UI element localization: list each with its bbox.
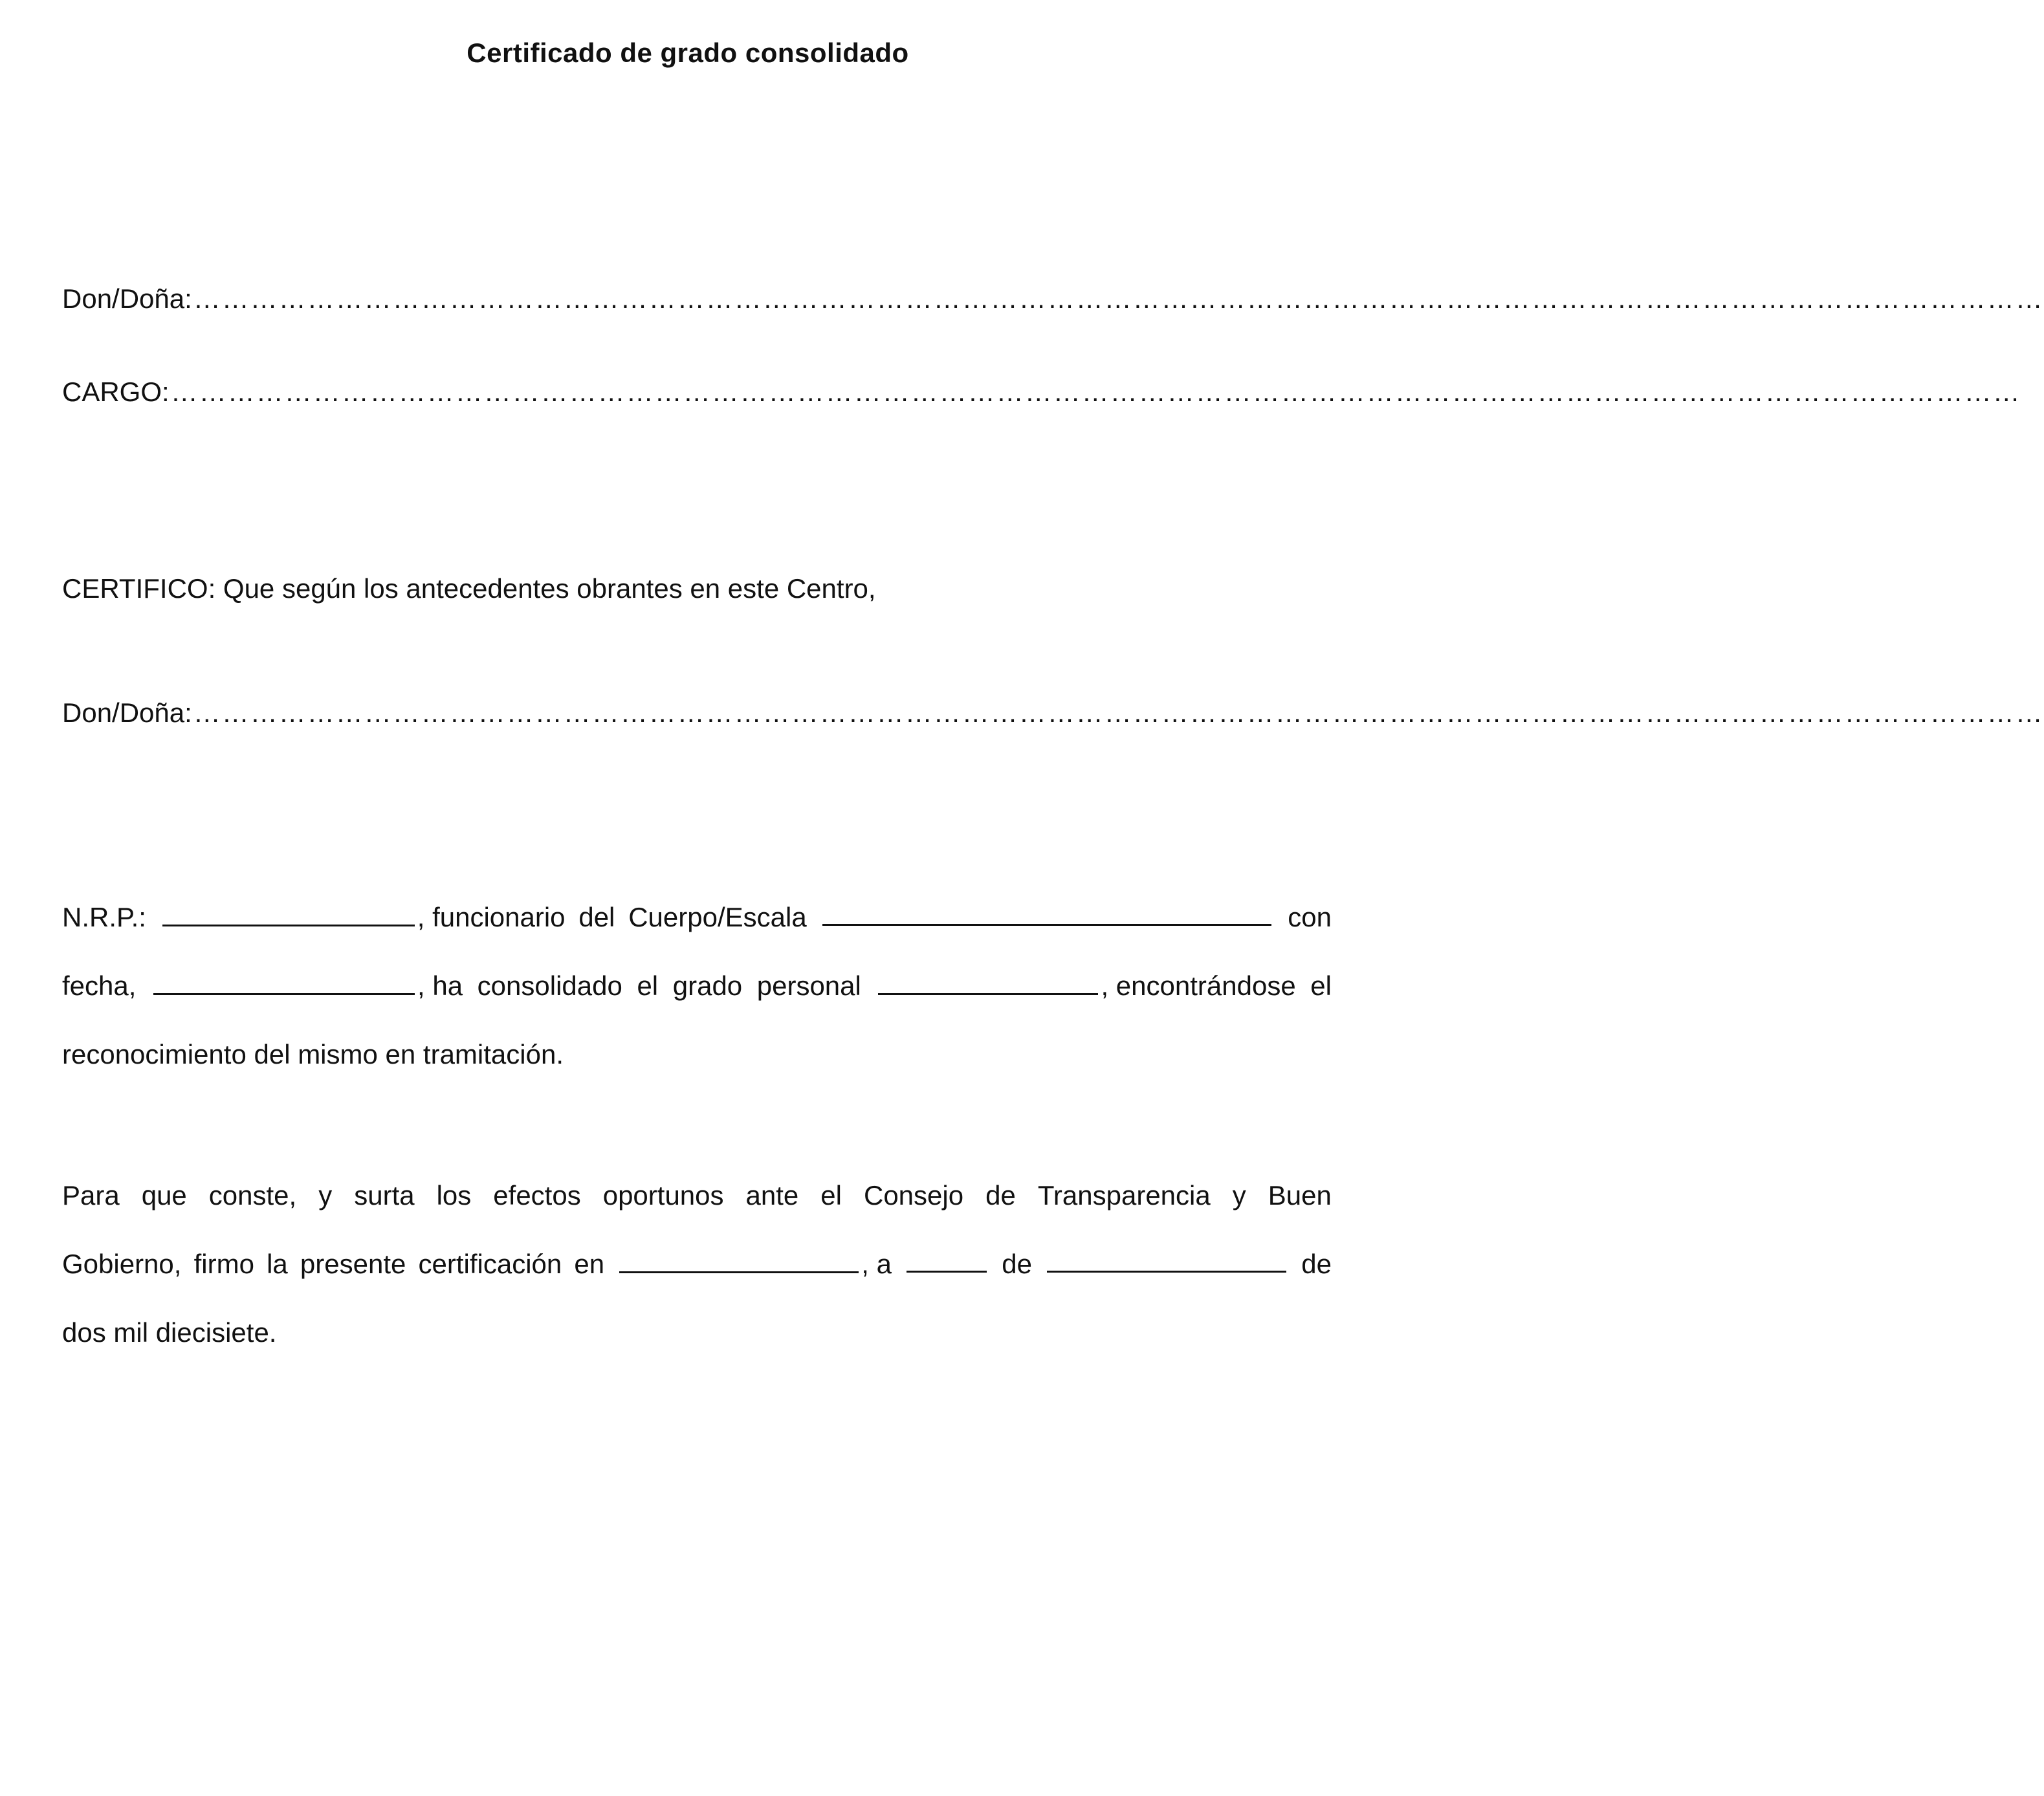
- closing-line-1-word: surta: [354, 1180, 415, 1210]
- nrp-blank[interactable]: [162, 899, 415, 926]
- funcionario-word: , funcionario: [417, 902, 566, 932]
- closing-line-1-word: ante: [745, 1180, 799, 1210]
- closing-paragraph-line-3: dos mil diecisiete.: [62, 1317, 277, 1348]
- closing-line-1-word: y: [318, 1180, 333, 1210]
- gobierno-word: Gobierno,: [62, 1249, 182, 1279]
- con-word: con: [1288, 902, 1332, 932]
- personal-word: personal: [756, 970, 861, 1001]
- nrp-label: N.R.P.:: [62, 902, 146, 932]
- closing-paragraph-line-2: [62, 1245, 1332, 1284]
- document-title: Certificado de grado consolidado: [467, 38, 909, 68]
- place-blank[interactable]: [619, 1245, 859, 1273]
- el-word: el: [637, 970, 659, 1001]
- don-dona-label-2: Don/Doña:: [62, 697, 192, 728]
- nrp-paragraph-line-1: [62, 898, 1332, 937]
- cargo-label: CARGO:: [62, 377, 170, 407]
- closing-line-1-word: conste,: [208, 1180, 297, 1210]
- en-word: en: [574, 1249, 605, 1279]
- cuerpo-escala-word: Cuerpo/Escala: [628, 902, 807, 932]
- a-word: , a: [861, 1249, 892, 1279]
- consolidado-word: consolidado: [477, 970, 622, 1001]
- grado-blank[interactable]: [878, 967, 1098, 995]
- closing-line-1-word: Transparencia: [1037, 1180, 1211, 1210]
- day-blank[interactable]: [907, 1245, 987, 1273]
- la-word: la: [267, 1249, 288, 1279]
- closing-line-1-word: de: [985, 1180, 1016, 1210]
- firmo-word: firmo: [193, 1249, 254, 1279]
- don-dona-label: Don/Doña:: [62, 283, 192, 314]
- don-dona-field-1[interactable]: [62, 279, 2044, 318]
- don-dona-fill-dots: ……………………………………………………………………………………………………………………………………………………………………………: [193, 283, 2044, 314]
- closing-line-1-word: los: [436, 1180, 472, 1210]
- nrp-paragraph-line-2: [62, 967, 1332, 1005]
- month-blank[interactable]: [1047, 1245, 1286, 1273]
- fecha-blank[interactable]: [153, 967, 415, 995]
- cargo-field[interactable]: [62, 373, 2021, 411]
- fecha-word: fecha,: [62, 970, 137, 1001]
- closing-line-1-word: que: [141, 1180, 187, 1210]
- certifico-statement: CERTIFICO: Que según los antecedentes obrantes en este Centro,: [62, 573, 876, 604]
- grado-word: grado: [672, 970, 743, 1001]
- presente-word: presente: [300, 1249, 406, 1279]
- don-dona-fill-dots-2: ……………………………………………………………………………………………………………………………………………………………………………: [193, 697, 2044, 728]
- closing-line-1-word: efectos: [493, 1180, 581, 1210]
- ha-word: , ha: [417, 970, 463, 1001]
- closing-line-1-word: Buen: [1268, 1180, 1332, 1210]
- nrp-paragraph-line-3: reconocimiento del mismo en tramitación.: [62, 1039, 564, 1069]
- closing-line-1-word: Consejo: [863, 1180, 964, 1210]
- closing-line-1-word: oportunos: [602, 1180, 724, 1210]
- del-word: del: [578, 902, 615, 932]
- cuerpo-escala-blank[interactable]: [822, 898, 1271, 926]
- closing-paragraph-line-1: [62, 1176, 1332, 1215]
- closing-line-1-word: y: [1232, 1180, 1246, 1210]
- de-word: de: [1002, 1249, 1032, 1279]
- don-dona-field-2[interactable]: [62, 694, 2044, 732]
- cargo-fill-dots: ……………………………………………………………………………………………………………………………………………………………………………: [170, 377, 2021, 407]
- nrp-segment: [160, 898, 566, 937]
- place-segment: [617, 1245, 892, 1284]
- encontrandose-word: , encontrándose: [1101, 970, 1296, 1001]
- el-word-2: el: [1310, 970, 1332, 1001]
- closing-line-1-word: Para: [62, 1180, 120, 1210]
- certificacion-word: certificación: [418, 1249, 562, 1279]
- de-word-2: de: [1301, 1249, 1332, 1279]
- closing-line-1-word: el: [820, 1180, 842, 1210]
- grado-segment: [875, 967, 1295, 1005]
- fecha-segment: [151, 967, 463, 1005]
